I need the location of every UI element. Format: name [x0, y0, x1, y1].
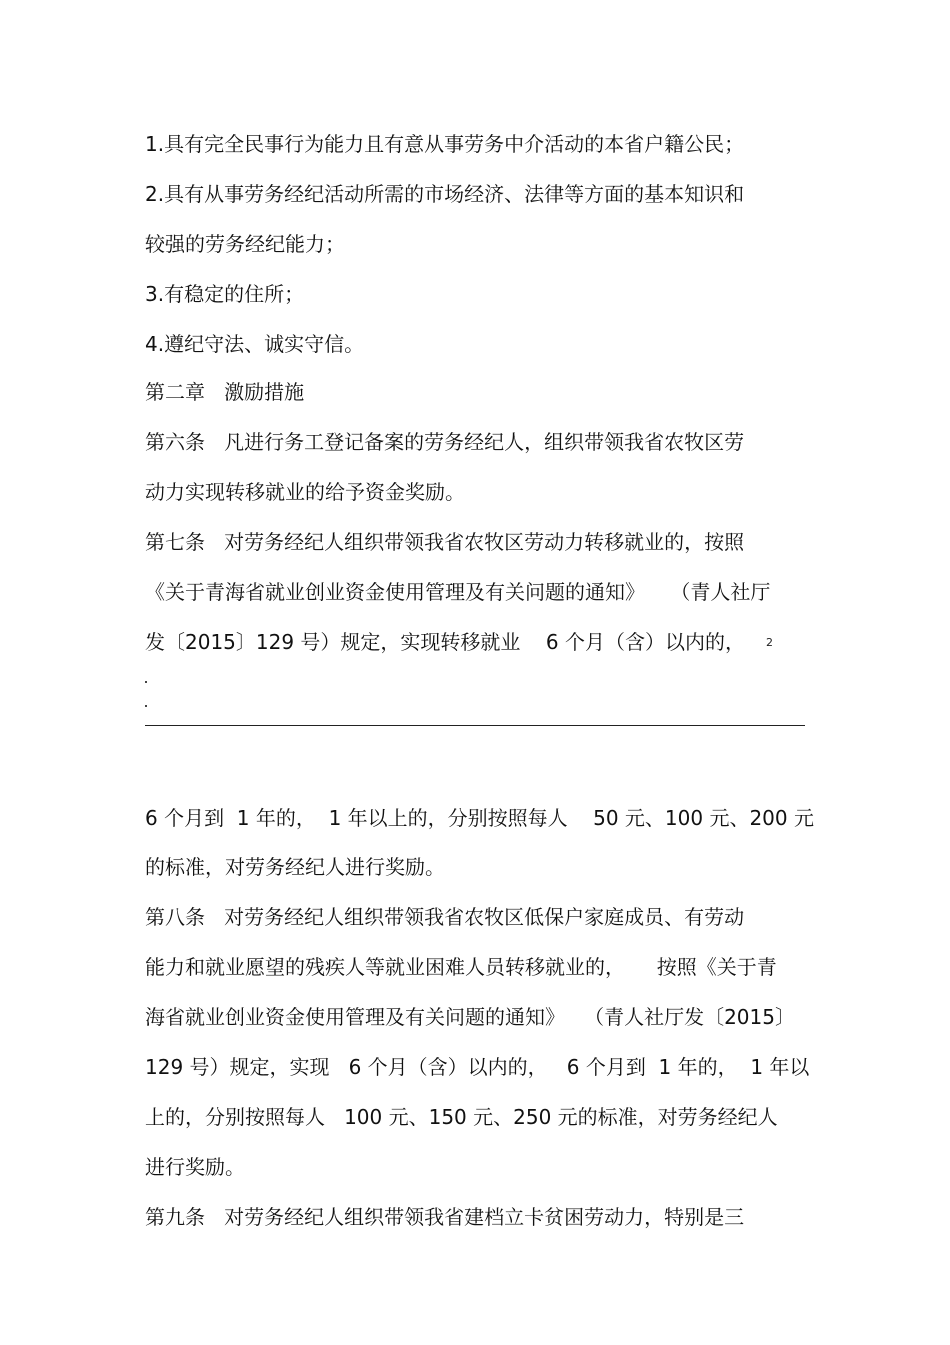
text-line: 3.有稳定的住所；	[145, 282, 305, 306]
chapter-heading: 第二章 激励措施	[145, 380, 305, 404]
text-line: 第九条 对劳务经纪人组织带领我省建档立卡贫困劳动力，特别是三	[145, 1205, 745, 1229]
text-line: 上的，分别按照每人 100 元、150 元、250 元的标准，对劳务经纪人	[145, 1105, 778, 1129]
text-line: 动力实现转移就业的给予资金奖励。	[145, 480, 465, 504]
text-line: 第六条 凡进行务工登记备案的劳务经纪人，组织带领我省农牧区劳	[145, 430, 745, 454]
text-line: 《关于青海省就业创业资金使用管理及有关问题的通知》 （青人社厅	[145, 580, 771, 604]
text-line: 第七条 对劳务经纪人组织带领我省农牧区劳动力转移就业的，按照	[145, 530, 745, 554]
text-line: 4.遵纪守法、诚实守信。	[145, 332, 365, 356]
page-divider	[145, 725, 805, 726]
text-line: 能力和就业愿望的残疾人等就业困难人员转移就业的， 按照《关于青	[145, 955, 777, 979]
text-line: 129 号）规定，实现 6 个月（含）以内的， 6 个月到 1 年的， 1 年以	[145, 1055, 810, 1079]
text-line: 较强的劳务经纪能力；	[145, 232, 345, 256]
text-line: 6 个月到 1 年的， 1 年以上的，分别按照每人 50 元、100 元、200 元	[145, 806, 814, 830]
text-line: 海省就业创业资金使用管理及有关问题的通知》 （青人社厅发〔2015〕	[145, 1005, 795, 1029]
text-line: 1.具有完全民事行为能力且有意从事劳务中介活动的本省户籍公民；	[145, 132, 745, 156]
footer-dot	[145, 681, 147, 683]
text-line: 2.具有从事劳务经纪活动所需的市场经济、法律等方面的基本知识和	[145, 182, 745, 206]
text-line: 发〔2015〕129 号）规定，实现转移就业 6 个月（含）以内的，	[145, 630, 745, 654]
text-line: 第八条 对劳务经纪人组织带领我省农牧区低保户家庭成员、有劳动	[145, 905, 745, 929]
text-line: 进行奖励。	[145, 1155, 245, 1179]
footer-dot	[145, 705, 147, 707]
page-number: 2	[766, 636, 773, 649]
text-line: 的标准，对劳务经纪人进行奖励。	[145, 855, 445, 879]
